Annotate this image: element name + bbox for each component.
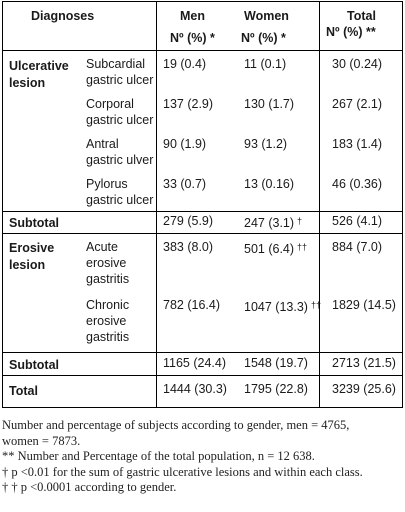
row-antral-name: Antral: [86, 137, 119, 151]
subtotal-2-women: 1548 (19.7): [244, 356, 308, 370]
subtotal-1-women-mark: †: [297, 216, 303, 226]
footnote-line-3: ** Number and Percentage of the total population, n = 12 638.: [2, 449, 315, 463]
subtotal-2-total: 2713 (21.5): [332, 356, 396, 370]
row-acute-women-value: 501 (6.4): [244, 242, 295, 256]
row-chronic-name-3: gastritis: [86, 330, 130, 344]
row-subcardial-women: 11 (0.1): [244, 57, 287, 71]
row-corporal-total: 267 (2.1): [332, 97, 383, 111]
row-subcardial-total: 30 (0.24): [332, 57, 383, 71]
row-antral-total: 183 (1.4): [332, 137, 383, 151]
row-corporal-men: 137 (2.9): [163, 97, 214, 111]
diagnoses-table: [2, 1, 403, 408]
row-subcardial-name-2: gastric ulcer: [86, 73, 154, 87]
total-row-women: 1795 (22.8): [244, 382, 308, 396]
header-women: Women: [244, 9, 289, 23]
header-women-subtitle: Nº (%) *: [241, 31, 286, 45]
footnote-line-1: Number and percentage of subjects according to gender, men = 4765,: [2, 418, 350, 432]
header-men-subtitle: Nº (%) *: [170, 31, 215, 45]
column-divider-total: [319, 2, 320, 407]
row-pylorus-men: 33 (0.7): [163, 177, 207, 191]
header-men: Men: [180, 9, 205, 23]
header-total: Total: [347, 9, 376, 23]
row-antral-women: 93 (1.2): [244, 137, 288, 151]
total-row-total: 3239 (25.6): [332, 382, 396, 396]
subtotal-1-label: Subtotal: [9, 216, 59, 230]
rule-after-subtotal-1: [3, 233, 402, 234]
subtotal-1-women: [244, 214, 302, 232]
row-antral-men: 90 (1.9): [163, 137, 207, 151]
row-acute-total: 884 (7.0): [332, 240, 383, 254]
footnote-line-2: women = 7873.: [2, 433, 81, 448]
subtotal-1-women-value: 247 (3.1): [244, 216, 295, 230]
footnote-line-4: † p <0.01 for the sum of gastric ulcerative lesions and within each class.: [2, 464, 363, 479]
group-label-ulcerative: Ulcerative: [9, 59, 69, 73]
total-row-label: Total: [9, 384, 38, 398]
row-chronic-total: 1829 (14.5): [332, 298, 396, 312]
column-divider-men: [156, 2, 157, 407]
subtotal-2-men: 1165 (24.4): [163, 356, 227, 370]
row-acute-name: Acute: [86, 240, 118, 254]
subtotal-2-label: Subtotal: [9, 358, 59, 372]
row-acute-men: 383 (8.0): [163, 240, 214, 254]
row-antral-name-2: gastric ulver: [86, 153, 154, 167]
table-footnotes: [2, 418, 405, 496]
header-diagnoses: Diagnoses: [31, 9, 95, 23]
row-acute-name-3: gastritis: [86, 272, 130, 286]
row-chronic-women-mark: ††: [310, 300, 321, 310]
row-pylorus-total: 46 (0.36): [332, 177, 383, 191]
row-corporal-women: 130 (1.7): [244, 97, 295, 111]
row-chronic-women-value: 1047 (13.3): [244, 300, 308, 314]
subtotal-1-men: 279 (5.9): [163, 214, 214, 228]
rule-before-subtotal-2: [3, 352, 402, 353]
row-subcardial-men: 19 (0.4): [163, 57, 207, 71]
row-chronic-name: Chronic: [86, 298, 130, 312]
row-pylorus-name-2: gastric ulcer: [86, 193, 154, 207]
rule-before-subtotal-1: [3, 211, 402, 212]
header-total-subtitle: Nº (%) **: [326, 25, 376, 39]
row-acute-women-mark: ††: [297, 242, 308, 252]
group-label-ulcerative-lesion: lesion: [9, 76, 46, 90]
subtotal-1-total: 526 (4.1): [332, 214, 383, 228]
row-chronic-name-2: erosive: [86, 314, 127, 328]
rule-after-subtotal-2: [3, 375, 402, 376]
total-row-men: 1444 (30.3): [163, 382, 227, 396]
row-corporal-name-2: gastric ulcer: [86, 113, 154, 127]
row-subcardial-name: Subcardial: [86, 57, 146, 71]
row-pylorus-name: Pylorus: [86, 177, 128, 191]
row-pylorus-women: 13 (0.16): [244, 177, 295, 191]
row-chronic-women: [244, 298, 321, 316]
row-acute-name-2: erosive: [86, 256, 127, 270]
footnote-line-5: † † p <0.0001 according to gender.: [2, 480, 177, 494]
group-label-erosive: Erosive: [9, 241, 55, 255]
group-label-erosive-lesion: lesion: [9, 258, 46, 272]
header-rule: [3, 50, 402, 51]
row-chronic-men: 782 (16.4): [163, 298, 220, 312]
row-acute-women: [244, 240, 307, 258]
row-corporal-name: Corporal: [86, 97, 134, 111]
